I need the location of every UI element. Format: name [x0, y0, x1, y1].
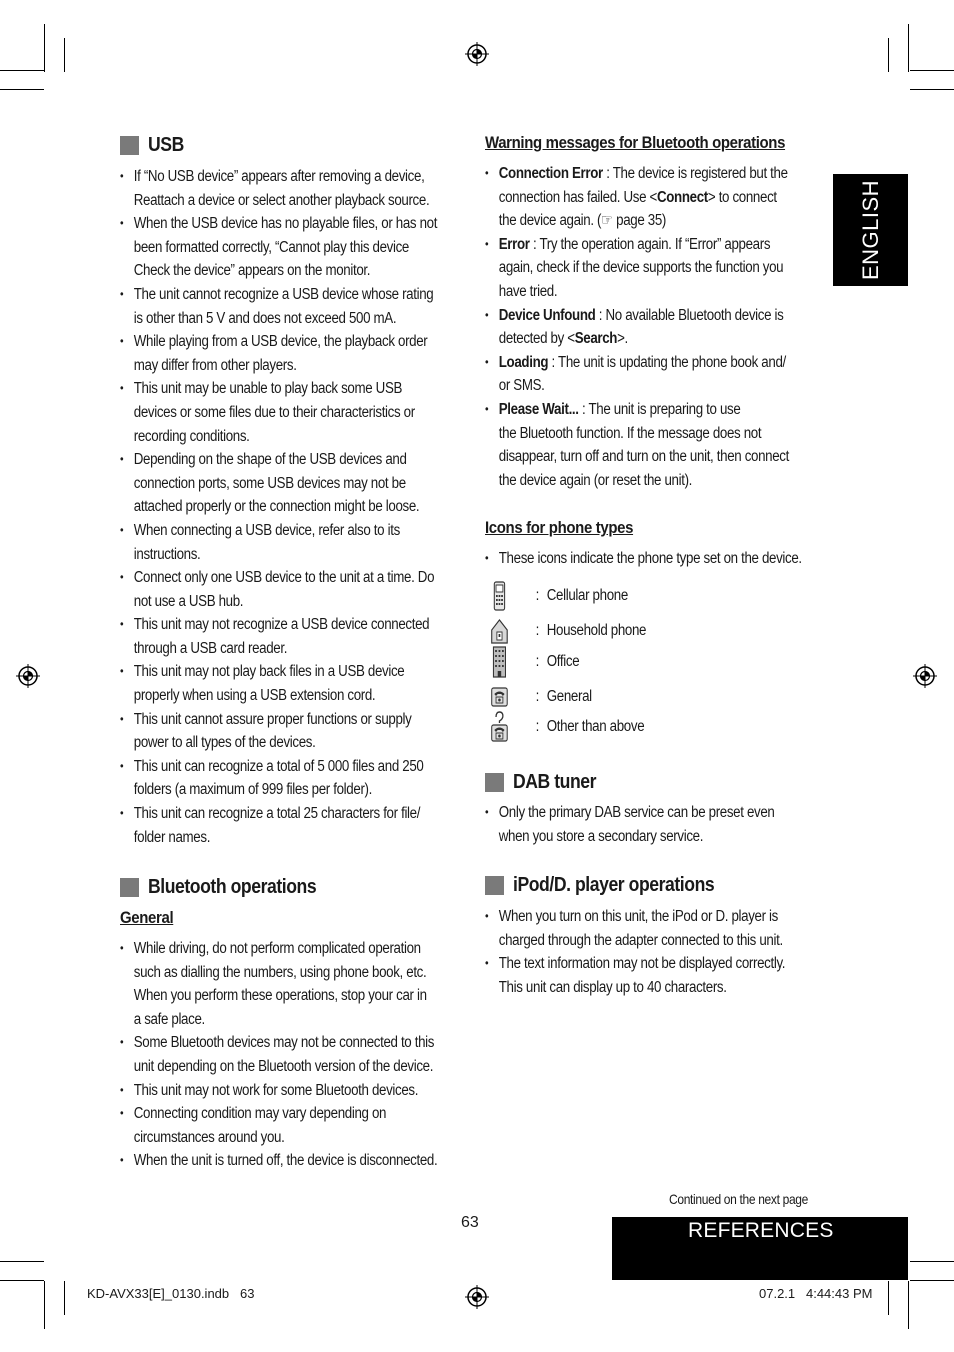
list-item-line: instructions. [133, 545, 201, 563]
list-item-line: charged through the adapter connected to this unit. [498, 931, 783, 949]
warning-text: the Bluetooth function. If the message does not [498, 424, 762, 442]
ipod-title: iPod/D. player operations [513, 874, 715, 896]
list-item-line: This unit may not work for some Bluetooth devices. [133, 1081, 419, 1099]
list-item-line: connection ports, some USB devices may not be [133, 474, 406, 492]
list-item-line: devices or some files due to their characteristics or [133, 403, 415, 421]
phone-icons-intro: • These icons indicate the phone type set on the device. [485, 547, 829, 571]
list-item [120, 212, 455, 283]
list-item-line: folders (a maximum of 999 files per folder). [133, 781, 372, 799]
warning-text: disappear, turn off and turn on the unit, then connect [498, 448, 789, 466]
language-tab-label: ENGLISH [857, 179, 883, 281]
phone-type-colon: : [535, 718, 539, 736]
warning-text: the device again (or reset the unit). [498, 471, 693, 489]
list-item [485, 801, 829, 848]
list-item-line: such as dialling the numbers, using phone book, etc. [133, 963, 427, 981]
warning-please-wait [485, 398, 825, 492]
registration-mark-icon [16, 664, 40, 688]
warning-text: : Try the operation again. If “Error” appears [529, 235, 771, 253]
crop-mark [888, 1281, 889, 1315]
list-item-line: When the USB device has no playable files, or has not [133, 215, 438, 233]
phone-type-row [490, 682, 592, 712]
list-item-line: While driving, do not perform complicated operation [133, 940, 421, 957]
cellular-phone-icon [490, 581, 509, 611]
list-item-line: recording conditions. [133, 427, 250, 445]
crop-mark [44, 24, 45, 72]
list-item-line: a safe place. [133, 1010, 205, 1028]
warnings-list-container [485, 162, 825, 492]
section-square-icon [120, 878, 139, 897]
phone-type-row [490, 647, 580, 677]
section-square-icon [120, 136, 139, 155]
list-item-line: properly when using a USB extension cord. [133, 687, 376, 705]
list-item-line: Reattach a device or select another playback source. [133, 191, 430, 209]
warning-text: or SMS. [498, 377, 545, 395]
list-item [120, 566, 455, 613]
phone-type-label: Office [546, 653, 580, 671]
dab-section-heading [485, 771, 607, 794]
list-item [120, 755, 455, 802]
warning-text: again, check if the device supports the function you [498, 259, 784, 277]
list-item-line: This unit may not play back files in a USB device [133, 663, 405, 681]
phone-type-row [490, 616, 647, 646]
ipod-list-container [485, 905, 829, 999]
usb-title: USB [148, 134, 184, 156]
references-bar [612, 1217, 908, 1280]
list-item-line: The text information may not be displayed correctly. [498, 955, 786, 973]
warning-text: : No available Bluetooth device is [595, 306, 784, 324]
ipod-list [485, 905, 829, 999]
warning-connection-error [485, 162, 825, 233]
phone-type-label: Other than above [546, 718, 645, 736]
bluetooth-list [120, 937, 460, 1173]
crop-mark [910, 1261, 954, 1262]
dab-title: DAB tuner [513, 771, 597, 793]
warning-device-unfound [485, 304, 825, 351]
general-phone-icon [490, 682, 509, 712]
section-square-icon [485, 773, 504, 792]
crop-mark [0, 1280, 44, 1281]
list-item-line: not use a USB hub. [133, 592, 244, 610]
list-item [120, 937, 460, 1031]
warning-text: connection has failed. Use < [498, 188, 657, 206]
section-square-icon [485, 876, 504, 895]
crop-mark [888, 38, 889, 72]
warning-error [485, 233, 825, 304]
list-item-line: is other than 5 V and does not exceed 500 mA. [133, 309, 397, 327]
list-item [120, 613, 455, 660]
crop-mark [0, 89, 44, 90]
list-item-line: Connect only one USB device to the unit at a time. Do [133, 569, 435, 587]
warning-key: Please Wait... [498, 400, 579, 418]
list-item-line: This unit may not recognize a USB device connected [133, 616, 430, 634]
dab-list-container [485, 801, 829, 848]
crop-mark [908, 24, 909, 72]
bluetooth-list-container [120, 937, 460, 1173]
warning-text: >. [617, 330, 628, 348]
usb-section-heading [120, 134, 189, 157]
registration-mark-icon [465, 42, 489, 66]
list-item-line: The unit cannot recognize a USB device whose rating [133, 285, 434, 303]
warning-key: Error [498, 235, 530, 253]
language-tab [833, 174, 908, 286]
list-item [120, 1149, 460, 1173]
list-item-line: This unit can recognize a total of 5 000 files and 250 [133, 757, 424, 775]
list-item-line: While playing from a USB device, the playback order [133, 333, 428, 351]
warnings-subheading: Warning messages for Bluetooth operations [485, 133, 786, 152]
list-item-line: unit depending on the Bluetooth version of the device. [133, 1057, 434, 1075]
list-item-line: been formatted correctly, “Cannot play this device [133, 238, 409, 256]
registration-mark-icon [465, 1285, 489, 1309]
warning-text: > to connect [707, 188, 777, 206]
phone-type-row [490, 581, 628, 611]
list-item [120, 330, 455, 377]
references-label: REFERENCES [688, 1219, 834, 1242]
phone-type-colon: : [535, 622, 539, 640]
crop-mark [64, 1281, 65, 1315]
phone-icons-intro-list [485, 547, 829, 571]
other-phone-icon [490, 712, 509, 742]
list-item [485, 905, 829, 952]
list-item-line: This unit can display up to 40 characters. [498, 978, 727, 996]
phone-icons-subheading: Icons for phone types [485, 518, 634, 537]
list-item-line: circumstances around you. [133, 1128, 285, 1146]
list-item-line: Check the device” appears on the monitor. [133, 262, 371, 280]
ipod-section-heading [485, 874, 742, 897]
list-item [485, 952, 829, 999]
list-item-line: When you turn on this unit, the iPod or D. player is [498, 908, 778, 925]
list-item [120, 660, 455, 707]
list-item-line: When connecting a USB device, refer also to its [133, 521, 400, 539]
crop-mark [910, 70, 954, 71]
warning-text: : The unit is preparing to use [578, 400, 741, 418]
list-item-line: This unit can recognize a total 25 characters for file/ [133, 805, 421, 823]
usb-list [120, 165, 455, 849]
phone-type-label: Cellular phone [546, 587, 628, 605]
crop-mark [0, 70, 44, 71]
crop-mark [64, 38, 65, 72]
general-subheading: General [120, 908, 174, 927]
phone-type-colon: : [535, 688, 539, 706]
phone-type-label: Household phone [546, 622, 647, 640]
list-item-line: may differ from other players. [133, 356, 297, 374]
warning-key: Connect [656, 188, 708, 206]
list-item-line: power to all types of the devices. [133, 734, 316, 752]
warning-text: have tried. [498, 282, 558, 300]
phone-type-colon: : [535, 587, 539, 605]
list-item-line: This unit may be unable to play back some USB [133, 380, 403, 398]
phone-icons-intro-container [485, 547, 829, 571]
crop-mark [44, 1281, 45, 1329]
list-item [120, 1031, 460, 1078]
list-item-line: This unit cannot assure proper functions or supply [133, 710, 412, 728]
warning-key: Loading [498, 353, 549, 371]
list-item [120, 708, 455, 755]
crop-mark [908, 1281, 909, 1329]
dab-list [485, 801, 829, 848]
crop-mark [910, 89, 954, 90]
list-item-line: When the unit is turned off, the device is disconnected. [133, 1152, 438, 1170]
page-number: 63 [461, 1214, 479, 1231]
list-item-line: Connecting condition may vary depending on [133, 1105, 387, 1123]
list-item [120, 802, 455, 849]
continued-note: Continued on the next page [669, 1191, 809, 1207]
warning-text: : The unit is updating the phone book and/ [548, 353, 786, 371]
office-phone-icon [490, 647, 509, 677]
list-item [120, 377, 455, 448]
warning-key: Device Unfound [498, 306, 596, 324]
list-item [120, 1102, 460, 1149]
bluetooth-title: Bluetooth operations [148, 876, 317, 898]
warning-key: Search [574, 330, 618, 348]
list-item-line: Only the primary DAB service can be preset even [498, 804, 775, 821]
list-item [120, 165, 455, 212]
phone-type-row [490, 712, 645, 742]
household-phone-icon [490, 616, 509, 646]
warning-text: : The device is registered but the [602, 165, 788, 182]
list-item-line: through a USB card reader. [133, 639, 288, 657]
warning-key: Connection Error [498, 165, 603, 182]
list-item-line: Depending on the shape of the USB devices and [133, 451, 407, 469]
list-item-line: When you perform these operations, stop your car in [133, 987, 427, 1005]
list-item-line: If “No USB device” appears after removing a device, [133, 168, 425, 185]
list-item-line: when you store a secondary service. [498, 827, 704, 845]
list-item [120, 448, 455, 519]
list-item [120, 283, 455, 330]
list-item [120, 519, 455, 566]
crop-mark [0, 1261, 44, 1262]
usb-list-container [120, 165, 455, 849]
warning-text: the device again. (☞ page 35) [498, 212, 667, 230]
bluetooth-section-heading [120, 876, 339, 899]
registration-mark-icon [913, 664, 937, 688]
warning-text: detected by < [498, 330, 575, 348]
phone-type-label: General [546, 688, 592, 706]
crop-mark [910, 1280, 954, 1281]
phone-type-colon: : [535, 653, 539, 671]
file-info: KD-AVX33[E]_0130.indb 63 [87, 1286, 255, 1301]
warning-loading [485, 351, 825, 398]
list-item-line: Some Bluetooth devices may not be connected to this [133, 1034, 435, 1052]
list-item [120, 1079, 460, 1103]
print-timestamp: 07.2.1 4:44:43 PM [759, 1286, 873, 1301]
list-item-line: folder names. [133, 828, 211, 846]
warnings-list [485, 162, 825, 492]
list-item-line: attached properly or the connection might be loose. [133, 498, 420, 516]
